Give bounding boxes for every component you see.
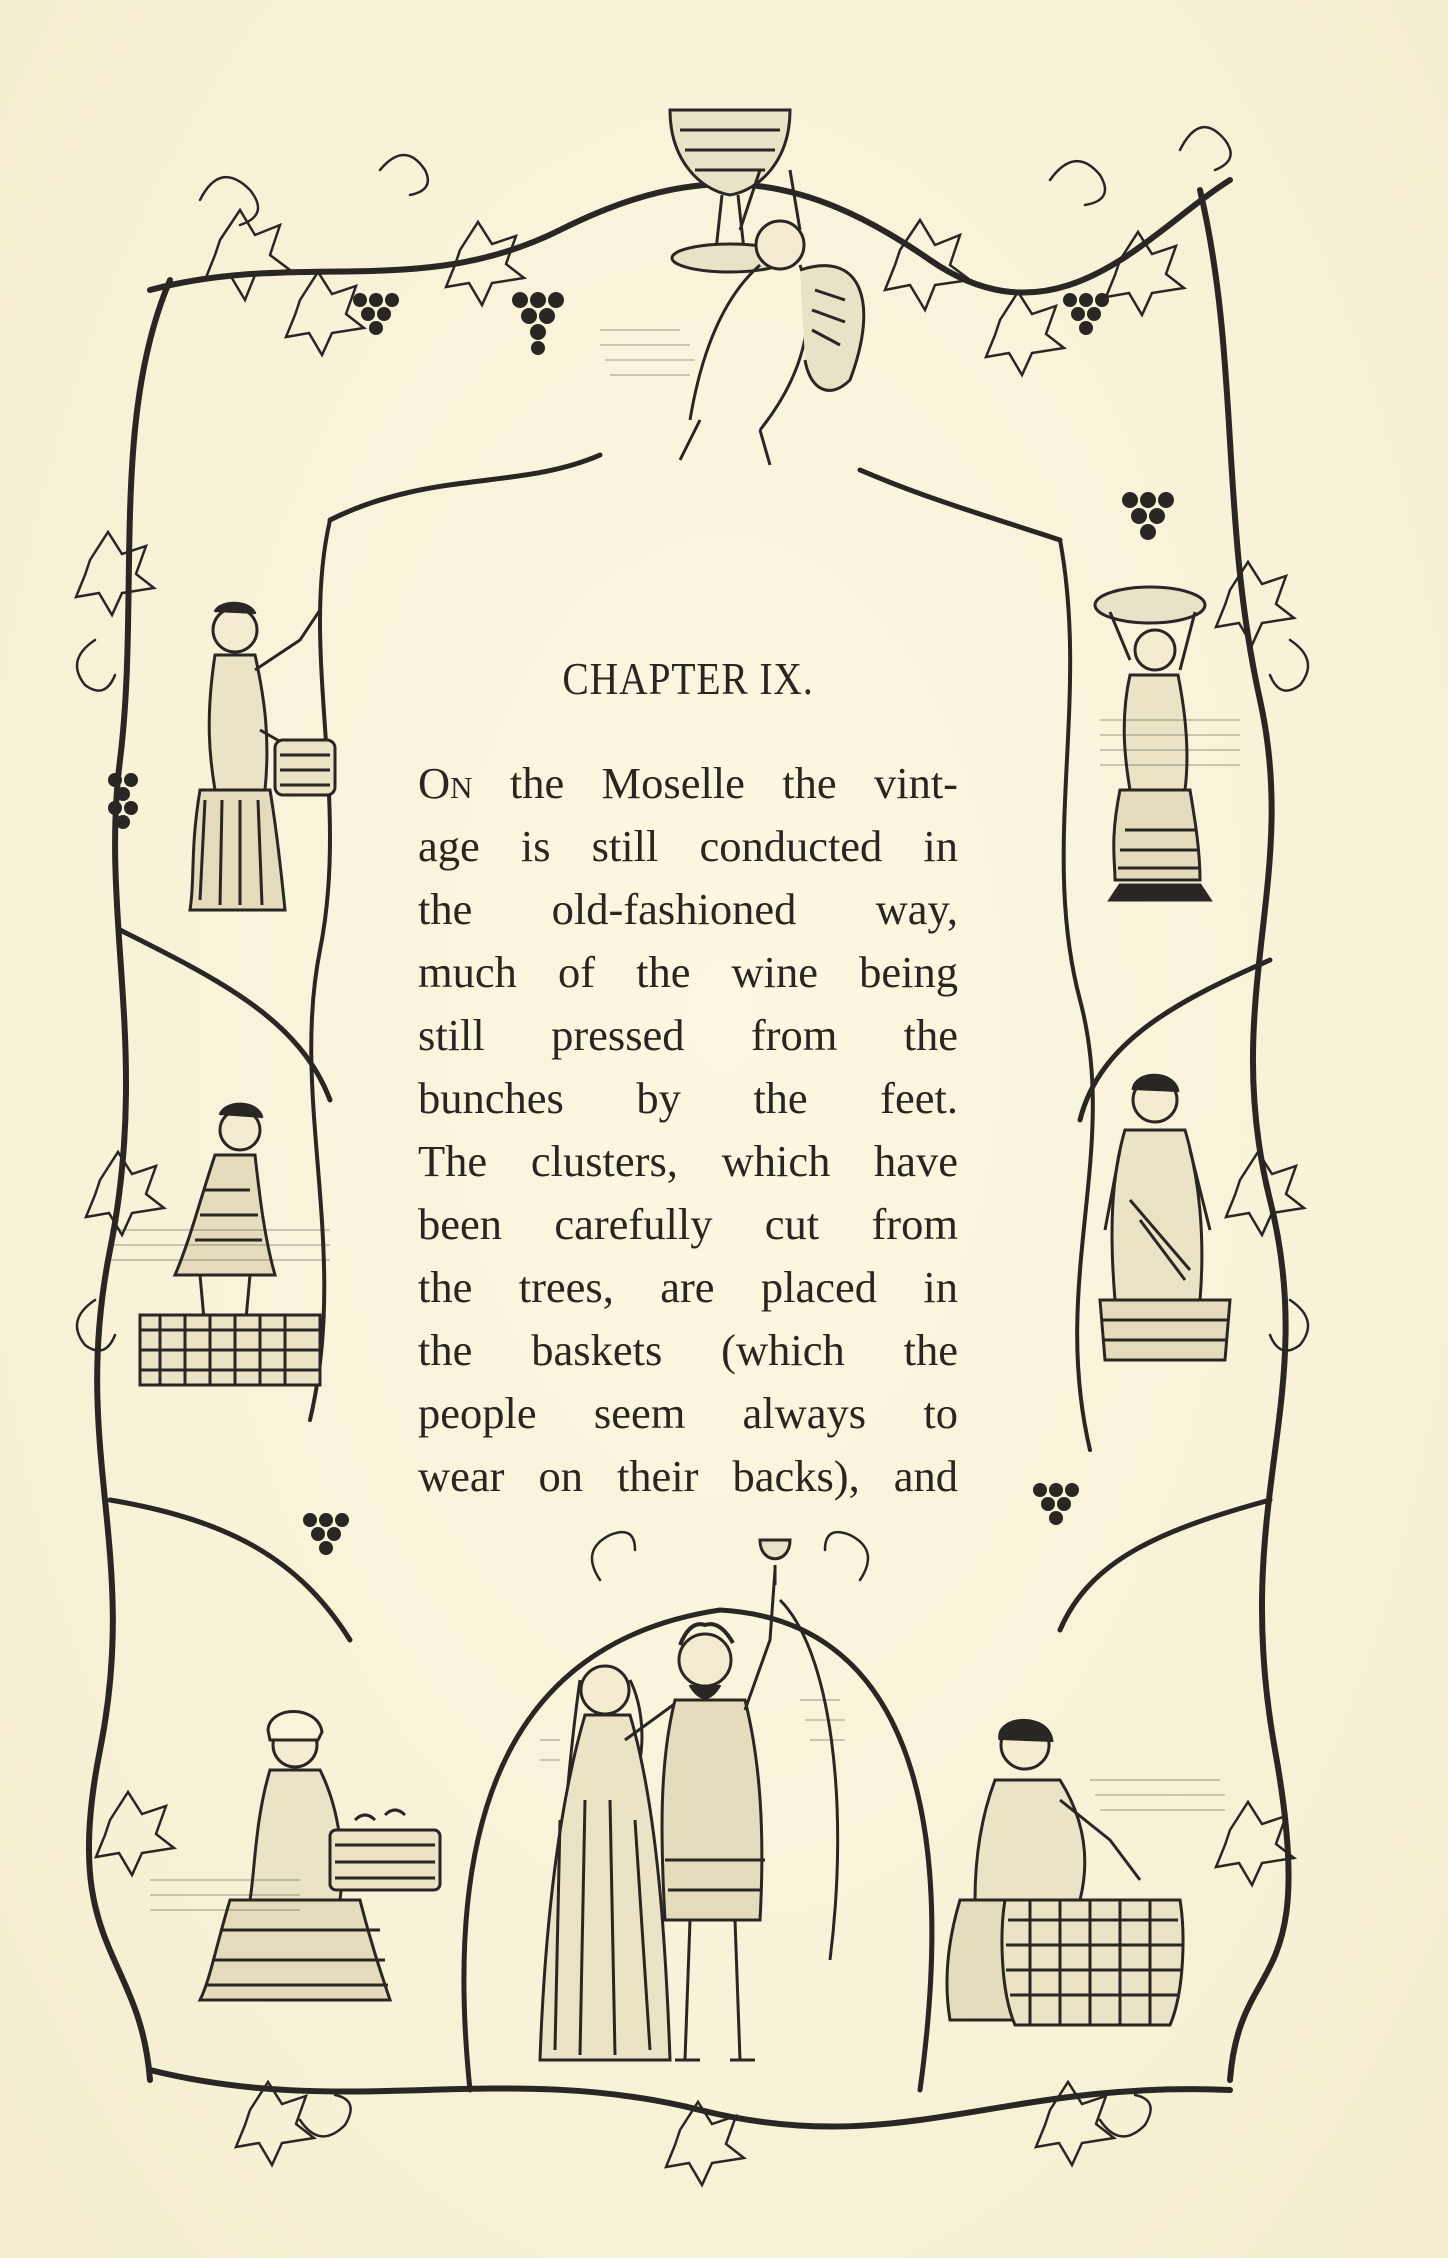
woman-with-basket-bottom-right [947, 1720, 1183, 2025]
text-panel [418, 520, 958, 1510]
grape-bunch-top-right [1063, 293, 1109, 335]
text-line: The clusters, which have [418, 1136, 958, 1186]
vine-branch-top [150, 180, 1230, 293]
grape-bunch-right [1122, 492, 1174, 540]
vine-branch-right-inner [1060, 540, 1093, 1450]
text-line: much of the wine being [418, 947, 958, 997]
text-line: been carefully cut from [418, 1199, 958, 1249]
woman-picking-grapes-left [190, 603, 335, 910]
grape-bunch-mid-right [1033, 1483, 1079, 1525]
text-line: wear on their backs), and [418, 1451, 958, 1501]
text-line: On the Moselle the vint- [418, 758, 958, 808]
kneeling-woman-bottom-left [200, 1711, 440, 2000]
woman-carrying-basket-right [1095, 587, 1210, 900]
text-line: age is still conducted in [418, 821, 958, 871]
grape-leaf-cluster-bottom [236, 2082, 1114, 2185]
text-line: the baskets (which the [418, 1325, 958, 1375]
grape-bunch-mid-left [303, 1513, 349, 1555]
grape-leaf-cluster-top-right [885, 220, 1184, 375]
text-line: the old-fashioned way, [418, 884, 958, 934]
text-line: bunches by the feet. [418, 1073, 958, 1123]
vine-branch-left-inner [310, 520, 330, 1420]
grape-leaf-cluster-top-left [205, 210, 524, 355]
vine-branch-bottom [150, 2070, 1230, 2127]
vine-branch-right [1200, 190, 1289, 2080]
text-line: the trees, are placed in [418, 1262, 958, 1312]
text-line: still pressed from the [418, 1010, 958, 1060]
chapter-heading: CHAPTER IX. [562, 653, 814, 704]
woman-in-vat-right [1100, 1075, 1230, 1360]
lead-word: On [418, 758, 473, 808]
cherub-with-goblet [670, 110, 864, 465]
chapter-body-text [418, 752, 958, 1508]
grape-bunch-top [512, 292, 564, 355]
text-line: people seem always to [418, 1388, 958, 1438]
